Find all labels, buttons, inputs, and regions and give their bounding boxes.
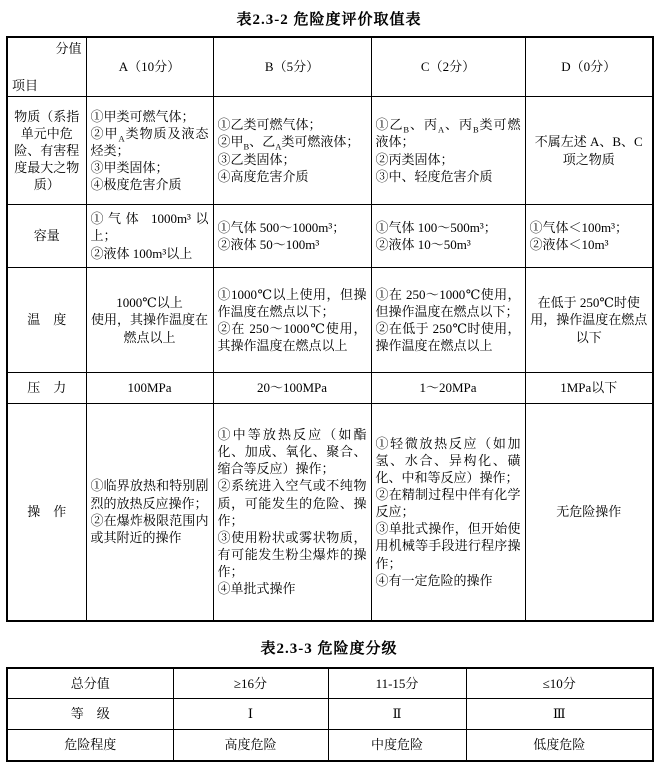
column-header-b: B（5分） — [213, 37, 371, 97]
corner-wrap — [12, 40, 82, 94]
row-label-temperature: 温 度 — [7, 268, 86, 373]
cell-pressure-d: 1MPa以下 — [525, 373, 653, 404]
cell-pressure-c: 1～20MPa — [371, 373, 525, 404]
column-header-a: A（10分） — [86, 37, 213, 97]
cell-grade-3: Ⅲ — [466, 699, 653, 730]
row-label-hazard-degree: 危险程度 — [7, 730, 173, 761]
cell-pressure-a: 100MPa — [86, 373, 213, 404]
cell-substance-d: 不属左述 A、B、C 项之物质 — [525, 97, 653, 205]
cell-score-grade2: 11-15分 — [328, 668, 466, 699]
table2-title: 表2.3-3 危险度分级 — [260, 640, 398, 657]
row-label-substance: 物质（系指单元中危险、有害程度最大之物质） — [7, 97, 86, 205]
row-label-capacity: 容量 — [7, 205, 86, 268]
cell-substance-a: ①甲类可燃气体； ②甲$_A$类物质及液态烃类； ③甲类固体； ④极度危害介质 — [86, 97, 213, 205]
cell-operation-d: 无危险操作 — [525, 404, 653, 621]
cell-capacity-a: ①气体 1000m³以上； ②液体 100m³以上 — [86, 205, 213, 268]
row-label-total-score: 总分值 — [7, 668, 173, 699]
column-header-d: D（0分） — [525, 37, 653, 97]
column-header-c: C（2分） — [371, 37, 525, 97]
cell-pressure-b: 20～100MPa — [213, 373, 371, 404]
hazard-grading-table — [6, 667, 654, 762]
cell-temperature-a: 1000℃以上 使用，其操作温度在燃点以上 — [86, 268, 213, 373]
corner-item-label: 项目 — [12, 77, 39, 93]
cell-substance-c: ①乙$_B$、丙$_A$、丙$_B$类可燃液体； ②丙类固体； ③中、轻度危害介质 — [371, 97, 525, 205]
row-label-operation: 操 作 — [7, 404, 86, 621]
cell-score-grade1: ≥16分 — [173, 668, 328, 699]
cell-grade-1: Ⅰ — [173, 699, 328, 730]
cell-degree-medium: 中度危险 — [328, 730, 466, 761]
cell-grade-2: Ⅱ — [328, 699, 466, 730]
hazard-evaluation-table — [6, 36, 654, 622]
cell-capacity-d: ①气体＜100m³； ②液体＜10m³ — [525, 205, 653, 268]
row-label-pressure: 压 力 — [7, 373, 86, 404]
row-label-grade: 等 级 — [7, 699, 173, 730]
cell-degree-low: 低度危险 — [466, 730, 653, 761]
table1-title: 表2.3-2 危险度评价取值表 — [236, 12, 422, 28]
cell-temperature-b: ①1000℃以上使用，但操作温度在燃点以下； ②在 250～1000℃使用，其操作温度在燃点以上 — [213, 268, 371, 373]
cell-temperature-c: ①在 250～1000℃使用，但操作温度在燃点以下； ②在低于 250℃时使用，操作温度在燃点以上 — [371, 268, 525, 373]
cell-capacity-c: ①气体 100～500m³； ②液体 10～50m³ — [371, 205, 525, 268]
cell-temperature-d: 在低于 250℃时使用，操作温度在燃点以下 — [525, 268, 653, 373]
corner-score-label: 分值 — [55, 41, 82, 56]
cell-operation-a: ①临界放热和特别剧烈的放热反应操作； ②在爆炸极限范围内或其附近的操作 — [86, 404, 213, 621]
corner-header-cell — [7, 37, 86, 97]
cell-score-grade3: ≤10分 — [466, 668, 653, 699]
cell-operation-c: ①轻微放热反应（如加氢、水合、异构化、磺化、中和等反应）操作； ②在精制过程中伴有化学反应； ③单批式操作，但开始使用机械等手段进行程序操作； ④有一定危险的操作 — [371, 404, 525, 621]
cell-operation-b: ①中等放热反应（如酯化、加成、氧化、聚合、缩合等反应）操作； ②系统进入空气或不纯物质，可能发生的危险、操作； ③使用粉状或雾状物质，有可能发生粉尘爆炸的操作； ④单批式操作 — [213, 404, 371, 621]
cell-capacity-b: ①气体 500～1000m³； ②液体 50～100m³ — [213, 205, 371, 268]
cell-degree-high: 高度危险 — [173, 730, 328, 761]
cell-substance-b: ①乙类可燃气体； ②甲$_B$、乙$_A$类可燃液体； ③乙类固体； ④高度危害介质 — [213, 97, 371, 205]
